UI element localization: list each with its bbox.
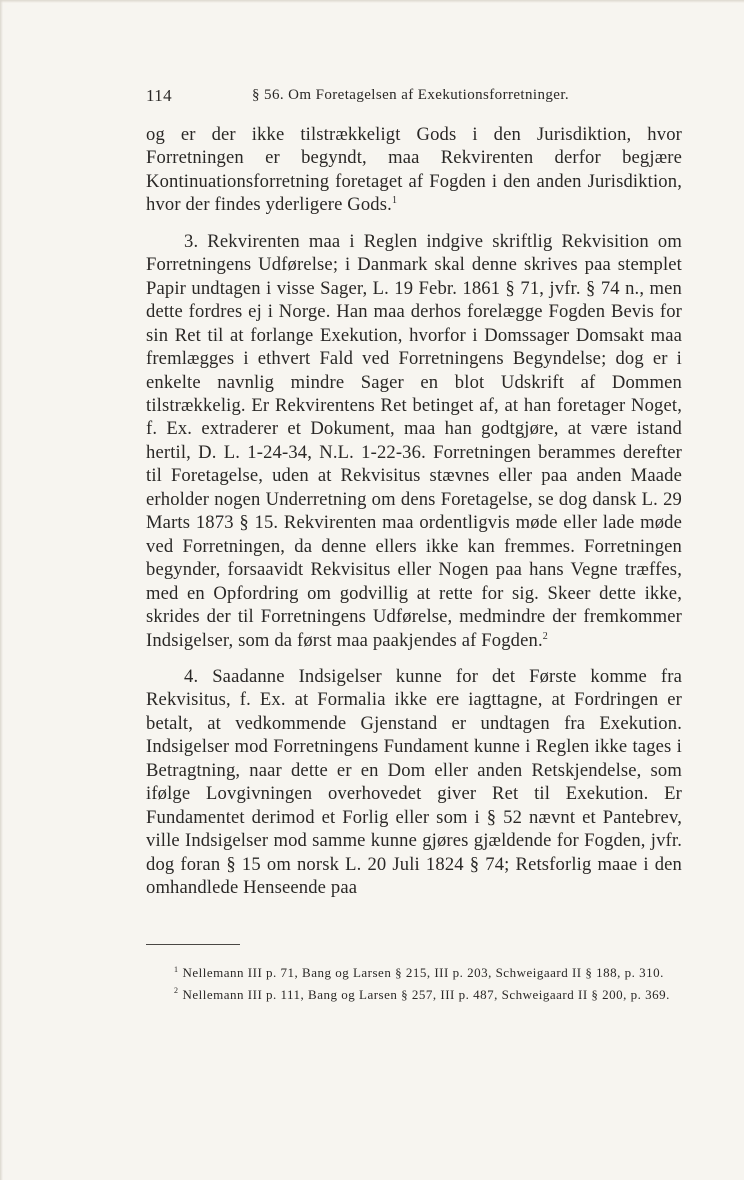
scan-edge-top [0, 0, 744, 3]
paragraph-continuation [146, 123, 682, 217]
paragraph-section-3 [146, 230, 682, 652]
footnote-reference: 1 [391, 195, 398, 207]
scan-edge-left [0, 0, 3, 1180]
footnote-item [146, 986, 682, 1004]
footnote-text: Nellemann III p. 111, Bang og Larsen § 257, III p. 487, Schweigaard II § 200, p. 369. [182, 986, 670, 1002]
footnote-item [146, 964, 682, 982]
running-head: § 56. Om Foretagelsen af Exekutionsforretninger. [252, 87, 570, 103]
footnote-mark: 2 [174, 986, 179, 996]
body-text [146, 123, 682, 900]
paragraph-text: 3. Rekvirenten maa i Reglen indgive skriftlig Rekvisition om Forretningens Udførelse; i Danmark skal denne skrives paa stemplet Papir undtagen i visse Sager, L. 19 Febr. 1861 § 71, jvfr. § 74 n., men dette fordres ej i Norge. Han maa derhos forelægge Fogden Bevis for sin Ret til at forlange Exekution, hvorfor i Domssager Domsakt maa fremlægges i ethvert Fald ved Forretningens Begyndelse; dog er i enkelte navnlig mindre Sager en blot Udskrift af Dommen tilstrækkelig. Er Rekvirentens Ret betinget af, at han foretager Noget, f. Ex. extraderer et Dokument, maa han godtgjøre, at være istand hertil, D. L. 1-24-34, N.L. 1-22-36. Forretningen berammes derefter til Foretagelse, uden at Rekvisitus stævnes eller paa anden Maade erholder nogen Underretning om dens Foretagelse, se dog dansk L. 29 Marts 1873 § 15. Rekvirenten maa ordentligvis møde eller lade møde ved Forretningen, da denne ellers ikke kan fremmes. Forretningen begynder, forsaavidt Rekvisitus eller Nogen paa hans Vegne træffes, med en Opfordring om godvillig at rette for sig. Skeer dette ikke, skrides der til Forretningens Udførelse, medmindre der fremkommer Indsigelser, som da først maa paakjendes af Fogden. [146, 230, 682, 651]
footnote-text: Nellemann III p. 71, Bang og Larsen § 215, III p. 203, Schweigaard II § 188, p. 310. [182, 965, 664, 980]
footnote-reference: 2 [542, 630, 548, 642]
footnotes [146, 964, 682, 1007]
paragraph-section-4 [146, 665, 682, 900]
paragraph-text: og er der ikke tilstrækkeligt Gods i den Jurisdiktion, hvor Forretningen er begyndt, maa Rekvirenten derfor begjære Kontinuationsforretning foretaget af Fogden i den anden Jurisdiktion, hvor der findes yderligere Gods. [146, 124, 682, 216]
page-number: 114 [146, 86, 173, 105]
footnote-divider [146, 944, 240, 945]
paragraph-text: 4. Saadanne Indsigelser kunne for det Første komme fra Rekvisitus, f. Ex. at Formalia ikke ere iagttagne, at Fordringen er betalt, at vedkommende Gjenstand er undtagen fra Exekution. Indsigelser mod Forretningens Fundament kunne i Reglen ikke tages i Betragtning, naar dette er en Dom eller anden Retskjendelse, som ifølge Lovgivningen overhovedet giver Ret til Exekution. Er Fundamentet derimod et Forlig eller som i § 52 nævnt et Pantebrev, ville Indsigelser mod samme kunne gjøres gjældende for Fogden, jvfr. dog foran § 15 om norsk L. 20 Juli 1824 § 74; Retsforlig maae i den omhandlede Henseende paa [146, 665, 682, 899]
page-header [146, 86, 596, 110]
footnote-mark: 1 [174, 964, 179, 974]
